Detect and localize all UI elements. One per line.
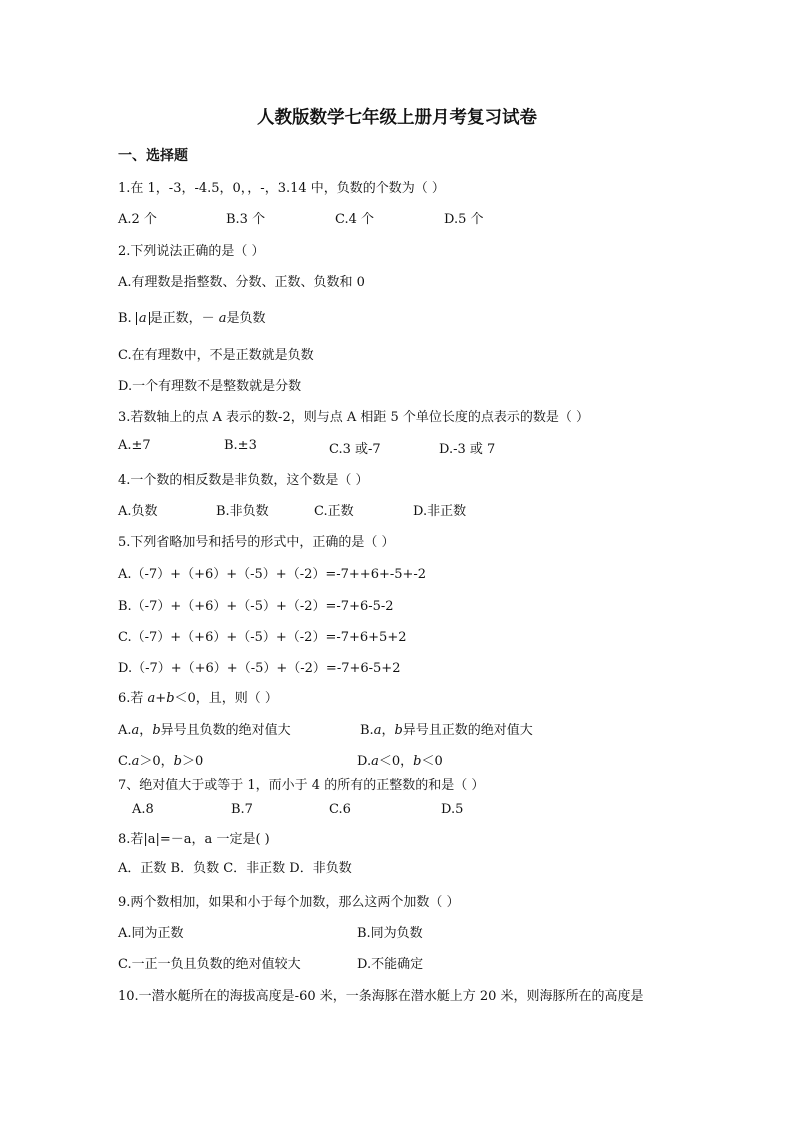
variable-b: b (152, 723, 161, 738)
q4-option-b: B.非负数 (216, 504, 269, 519)
q1-option-d: D.5 个 (444, 212, 484, 227)
q6-d-label: D. (357, 754, 372, 769)
q6-c-text: ＞0 (182, 754, 204, 769)
q3-option-d: D.-3 或 7 (439, 442, 496, 457)
question-8-stem: 8.若|a|=－a，a 一定是( ) (118, 832, 270, 847)
q2-option-c: C.在有理数中，不是正数就是负数 (118, 348, 314, 363)
q9-option-b: B.同为负数 (357, 926, 423, 941)
q4-option-c: C.正数 (314, 504, 354, 519)
variable-b: b (173, 754, 182, 769)
q2-option-b-mid: 是正数，－ (149, 311, 215, 326)
q6-option-a (118, 719, 291, 738)
q5-option-b: B.（-7）+（+6）+（-5）+（-2）=-7+6-5-2 (118, 599, 394, 614)
question-9-stem: 9.两个数相加，如果和小于每个加数，那么这两个加数（ ） (118, 895, 460, 910)
q2-option-b-prefix: B. (118, 311, 132, 326)
question-1-stem: 1.在 1，-3，-4.5，0，，-，3.14 中，负数的个数为（ ） (118, 181, 445, 196)
q3-option-c: C.3 或-7 (329, 442, 381, 457)
variable-a: a (373, 723, 382, 738)
q1-option-c: C.4 个 (335, 212, 375, 227)
q6-option-c (118, 750, 203, 769)
q6-option-d (357, 750, 443, 769)
question-2-stem: 2.下列说法正确的是（ ） (118, 244, 265, 259)
q6-a-text: 异号且负数的绝对值大 (160, 723, 291, 738)
question-3-stem: 3.若数轴上的点 A 表示的数-2，则与点 A 相距 5 个单位长度的点表示的数是（ ） (118, 410, 590, 425)
variable-b: b (394, 723, 403, 738)
variable-a: a (131, 754, 140, 769)
q6-c-label: C. (118, 754, 132, 769)
variable-a: a (371, 754, 379, 769)
q6-stem-expression: a+b (147, 691, 175, 706)
page-title: 人教版数学七年级上册月考复习试卷 (257, 108, 537, 128)
q4-option-d: D.非正数 (413, 504, 467, 519)
q7-option-a: A.8 (132, 802, 154, 817)
q4-option-a: A.负数 (118, 504, 158, 519)
q6-a-label: A. (118, 723, 132, 738)
q6-d-sep: ＜0， (378, 754, 414, 769)
question-6-stem (118, 687, 278, 706)
q6-d-text: ＜0 (421, 754, 443, 769)
q6-stem-prefix: 6.若 (118, 691, 148, 706)
q9-option-a: A.同为正数 (118, 926, 184, 941)
q3-option-a: A.±7 (118, 438, 151, 453)
q1-option-b: B.3 个 (226, 212, 266, 227)
q7-option-c: C.6 (329, 802, 351, 817)
question-10-stem: 10.一潜水艇所在的海拔高度是-60 米，一条海豚在潜水艇上方 20 米，则海豚所在的高度是 (118, 989, 644, 1004)
q6-option-b (360, 719, 533, 738)
variable-a: a (218, 311, 227, 326)
q2-option-a: A.有理数是指整数、分数、正数、负数和 0 (118, 275, 365, 290)
q2-option-d: D.一个有理数不是整数就是分数 (118, 379, 302, 394)
variable-a: a (131, 723, 140, 738)
q6-stem-suffix: ＜0，且，则（ ） (174, 691, 278, 706)
question-7-stem: 7、绝对值大于或等于 1，而小于 4 的所有的正整数的和是（ ） (118, 778, 485, 793)
variable-b: b (413, 754, 422, 769)
q2-option-b (118, 307, 266, 326)
q6-a-sep: ， (139, 723, 153, 738)
question-5-stem: 5.下列省略加号和括号的形式中，正确的是（ ） (118, 535, 395, 550)
q6-b-sep: ， (381, 723, 395, 738)
q6-c-sep: ＞0， (139, 754, 174, 769)
absolute-value-a: a (136, 312, 150, 325)
q8-options: A．正数 B．负数 C．非正数 D．非负数 (118, 861, 352, 876)
q9-option-d: D.不能确定 (357, 957, 424, 972)
question-4-stem: 4.一个数的相反数是非负数，这个数是（ ） (118, 473, 369, 488)
q5-option-a: A.（-7）+（+6）+（-5）+（-2）=-7++6+-5+-2 (118, 567, 427, 582)
q6-b-label: B. (360, 723, 374, 738)
q2-option-b-suffix: 是负数 (226, 311, 266, 326)
section-heading: 一、选择题 (118, 148, 188, 164)
q3-option-b: B.±3 (224, 438, 257, 453)
q7-option-d: D.5 (441, 802, 464, 817)
q9-option-c: C.一正一负且负数的绝对值较大 (118, 957, 301, 972)
q1-option-a: A.2 个 (118, 212, 157, 227)
q5-option-c: C.（-7）+（+6）+（-5）+（-2）=-7+6+5+2 (118, 630, 407, 645)
q5-option-d: D.（-7）+（+6）+（-5）+（-2）=-7+6-5+2 (118, 661, 401, 676)
q7-option-b: B.7 (231, 802, 253, 817)
q6-b-text: 异号且正数的绝对值大 (402, 723, 533, 738)
